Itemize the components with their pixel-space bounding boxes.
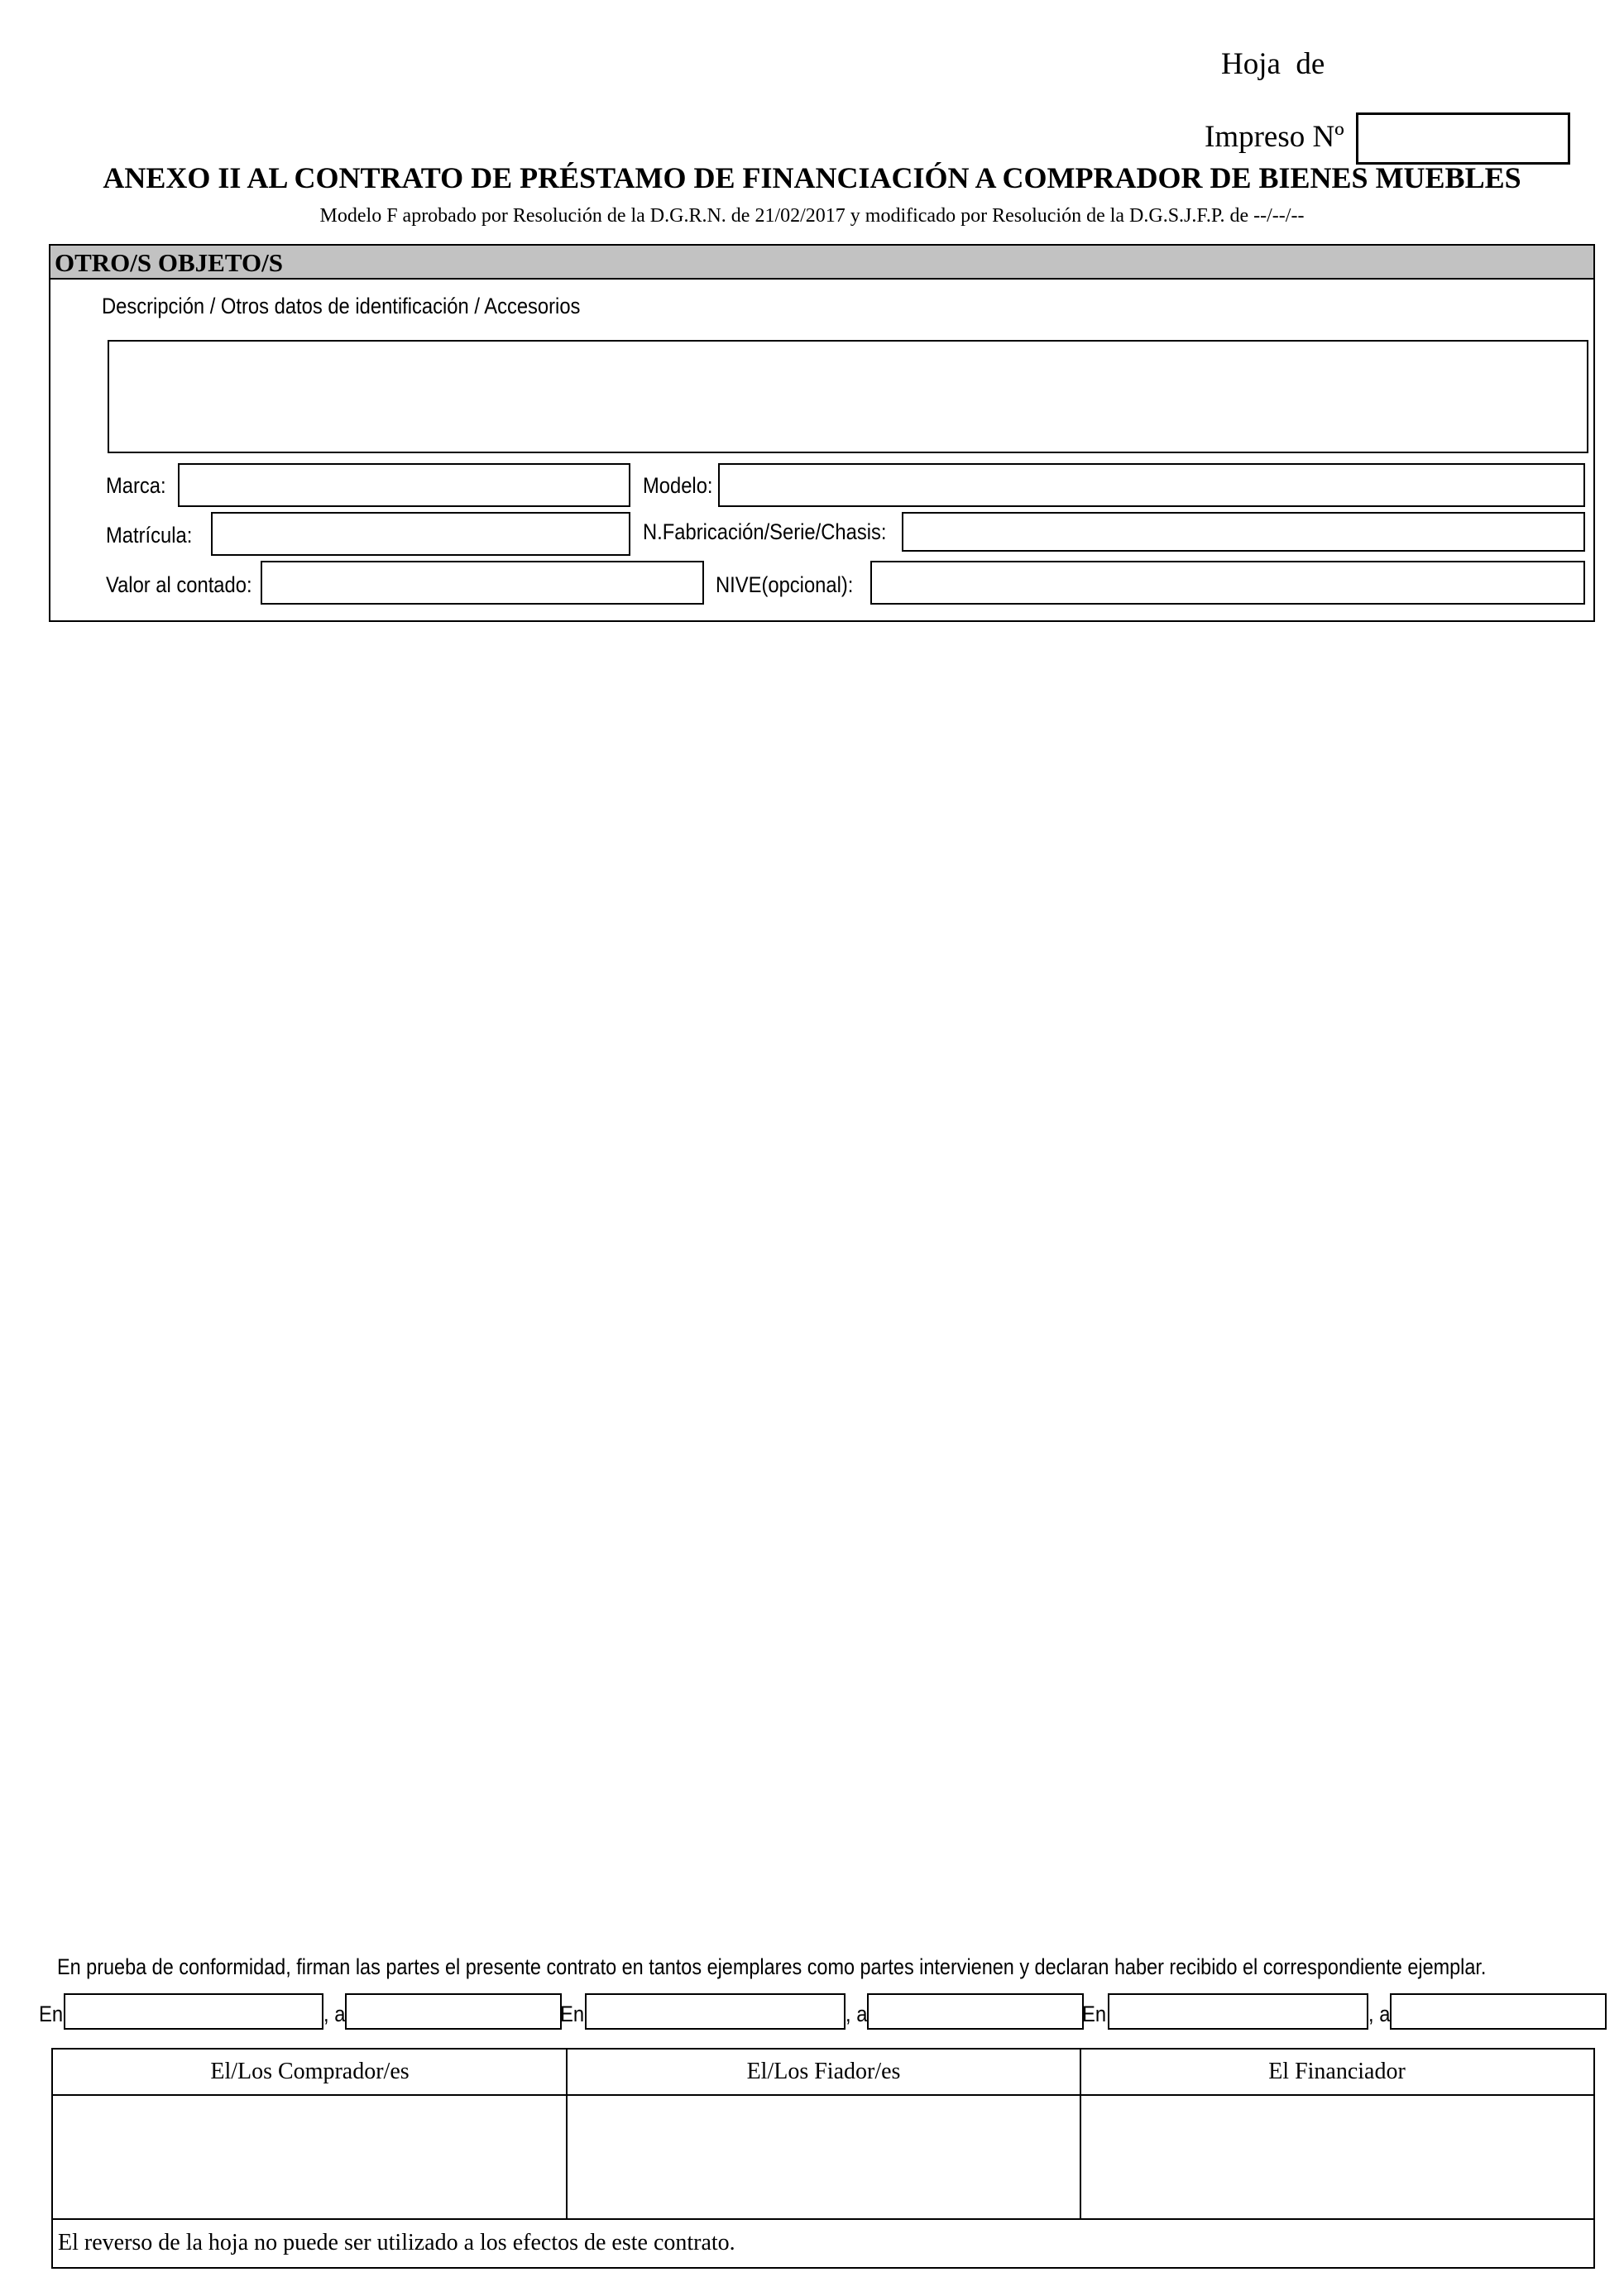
valor-contado-field[interactable] [261, 561, 704, 605]
date-field-2[interactable] [867, 1993, 1084, 2030]
place-label-3: En [1082, 2002, 1107, 2026]
sheet-label: Hoja de [1221, 47, 1325, 81]
modelo-label: Modelo: [643, 473, 713, 498]
signature-box-financiador[interactable] [1080, 2096, 1593, 2218]
section-title: OTRO/S OBJETO/S [55, 248, 283, 277]
nive-label: NIVE(opcional): [716, 572, 854, 597]
description-label: Descripción / Otros datos de identificación / Accesorios [102, 294, 581, 318]
modelo-field[interactable] [718, 463, 1585, 507]
signature-header-financiador: El Financiador [1080, 2050, 1593, 2096]
section-header [50, 246, 1593, 280]
matricula-field[interactable] [211, 512, 630, 556]
place-label-2: En [560, 2002, 585, 2026]
signature-header-fiadores: El/Los Fiador/es [567, 2050, 1080, 2096]
valor-contado-label: Valor al contado: [106, 572, 252, 597]
signature-header-compradores: El/Los Comprador/es [53, 2050, 567, 2096]
date-field-3[interactable] [1390, 1993, 1607, 2030]
reverse-side-note: El reverso de la hoja no puede ser utilizado a los efectos de este contrato. [53, 2218, 1593, 2267]
marca-label: Marca: [106, 473, 166, 498]
impreso-number-field[interactable] [1356, 112, 1570, 165]
signature-table [51, 2048, 1595, 2269]
column-divider [1080, 2050, 1081, 2218]
page-subtitle: Modelo F aprobado por Resolución de la D.G.R.N. de 21/02/2017 y modificado por Resolución de la D.G.S.J.F.P. de --/--/-- [319, 205, 1305, 227]
marca-field[interactable] [178, 463, 630, 507]
date-field-1[interactable] [345, 1993, 562, 2030]
fabricacion-label: N.Fabricación/Serie/Chasis: [643, 519, 887, 544]
fabricacion-field[interactable] [902, 512, 1585, 552]
impreso-label: Impreso Nº [1205, 120, 1344, 154]
place-field-3[interactable] [1108, 1993, 1368, 2030]
nive-field[interactable] [870, 561, 1585, 605]
date-label-3: , a [1368, 2002, 1391, 2026]
page-title: ANEXO II AL CONTRATO DE PRÉSTAMO DE FINANCIACIÓN A COMPRADOR DE BIENES MUEBLES [103, 161, 1521, 194]
signature-box-fiadores[interactable] [567, 2096, 1080, 2218]
date-label-2: , a [846, 2002, 868, 2026]
matricula-label: Matrícula: [106, 523, 193, 548]
column-divider [566, 2050, 568, 2218]
place-label-1: En [39, 2002, 64, 2026]
date-label-1: , a [323, 2002, 346, 2026]
conformity-statement: En prueba de conformidad, firman las partes el presente contrato en tantos ejemplares como partes intervienen y declaran haber recibido el correspondiente ejemplar. [57, 1954, 1487, 1979]
place-field-2[interactable] [585, 1993, 846, 2030]
signature-box-compradores[interactable] [53, 2096, 567, 2218]
place-field-1[interactable] [64, 1993, 323, 2030]
description-field[interactable] [108, 340, 1588, 453]
